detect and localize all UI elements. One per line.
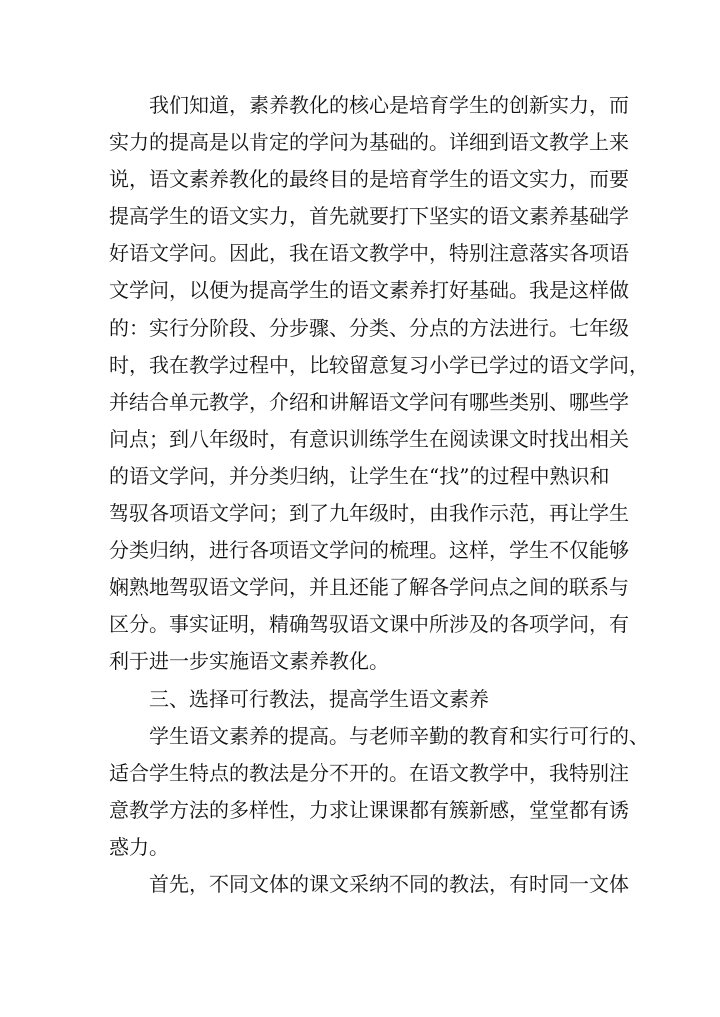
paragraph-1-line-3: 说，语文素养教化的最终目的是培育学生的语文实力，而要	[109, 167, 629, 192]
paragraph-1-line-14: 娴熟地驾驭语文学问，并且还能了解各学问点之间的联系与	[109, 575, 629, 600]
paragraph-3-line-1: 首先，不同文体的课文采纳不同的教法，有时同一文体	[149, 871, 629, 896]
paragraph-1-line-15: 区分。事实证明，精确驾驭语文课中所涉及的各项学问，有	[109, 612, 629, 637]
paragraph-1-line-8: 时，我在教学过程中，比较留意复习小学已学过的语文学问，	[109, 352, 649, 377]
paragraph-1-line-9: 并结合单元教学，介绍和讲解语文学问有哪些类别、哪些学	[109, 389, 629, 414]
paragraph-1-line-10: 问点；到八年级时，有意识训练学生在阅读课文时找出相关	[109, 426, 629, 451]
paragraph-1-line-2: 实力的提高是以肯定的学问为基础的。详细到语文教学上来	[109, 130, 629, 155]
paragraph-1-line-5: 好语文学问。因此，我在语文教学中，特别注意落实各项语	[109, 241, 629, 266]
paragraph-1-line-11: 的语文学问，并分类归纳，让学生在“找”的过程中熟识和	[109, 463, 610, 488]
paragraph-2-line-1: 学生语文素养的提高。与老师辛勤的教育和实行可行的、	[149, 723, 649, 748]
section-heading: 三、选择可行教法，提高学生语文素养	[149, 686, 489, 711]
paragraph-1-line-7: 的：实行分阶段、分步骤、分类、分点的方法进行。七年级	[109, 315, 629, 340]
paragraph-1-line-6: 文学问，以便为提高学生的语文素养打好基础。我是这样做	[109, 278, 629, 303]
paragraph-2-line-2: 适合学生特点的教法是分不开的。在语文教学中，我特别注	[109, 760, 629, 785]
paragraph-1-line-1: 我们知道，素养教化的核心是培育学生的创新实力，而	[149, 93, 629, 117]
paragraph-2-line-4: 惑力。	[109, 834, 169, 859]
paragraph-1-line-12: 驾驭各项语文学问；到了九年级时，由我作示范，再让学生	[109, 501, 629, 526]
paragraph-2-line-3: 意教学方法的多样性，力求让课课都有簇新感，堂堂都有诱	[109, 797, 629, 822]
paragraph-1-line-13: 分类归纳，进行各项语文学问的梳理。这样，学生不仅能够	[109, 538, 629, 563]
paragraph-1-line-4: 提高学生的语文实力，首先就要打下坚实的语文素养基础学	[109, 204, 629, 229]
paragraph-1-line-16: 利于进一步实施语文素养教化。	[109, 649, 389, 674]
body-text	[109, 87, 649, 903]
